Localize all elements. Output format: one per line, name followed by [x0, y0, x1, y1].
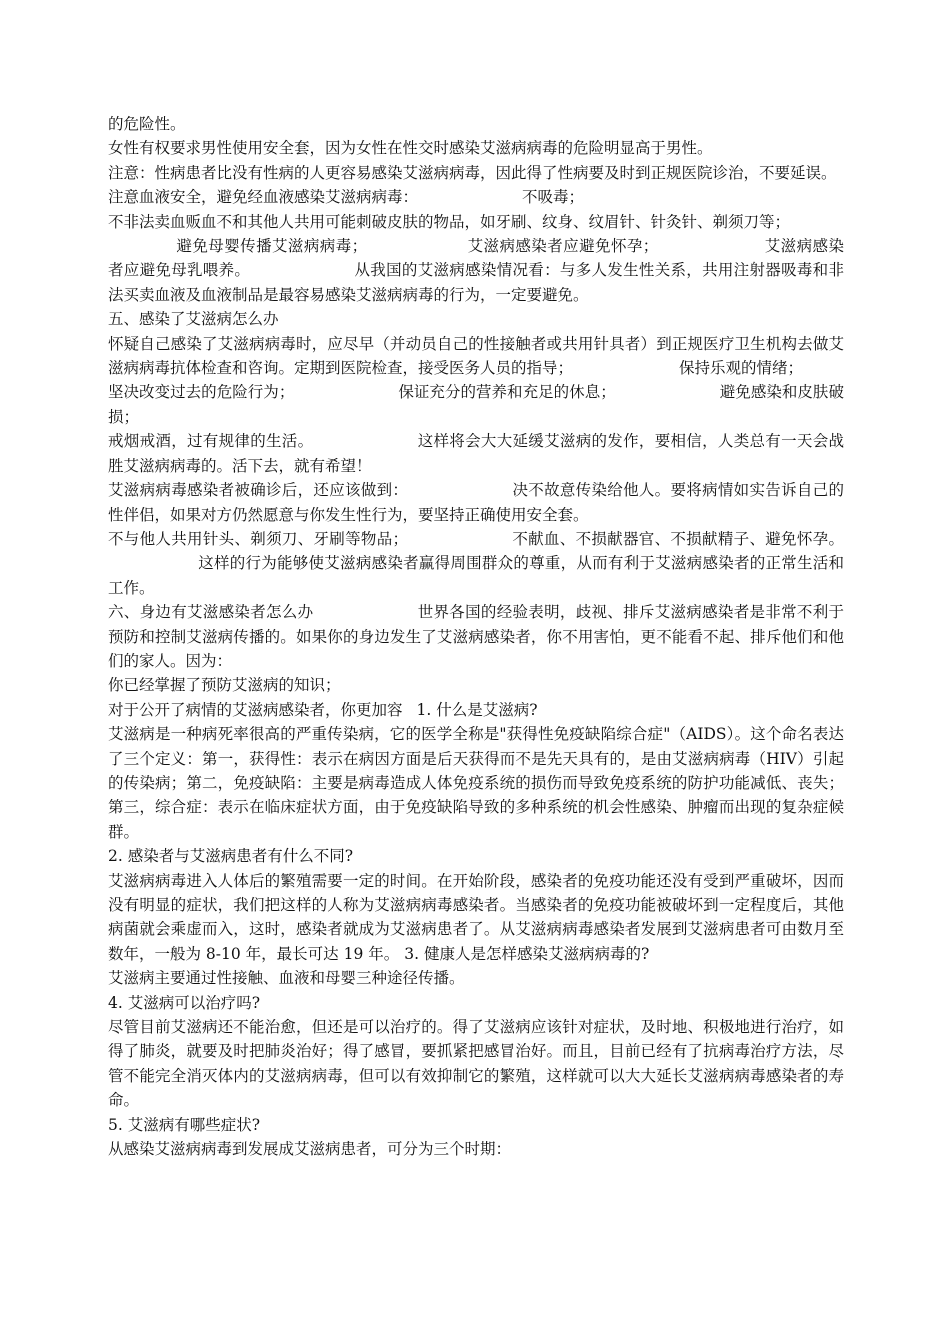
paragraph: 戒烟戒酒，过有规律的生活。 这样将会大大延缓艾滋病的发作，要相信，人类总有一天会战胜艾滋病病毒的。活下去，就有希望！ [108, 432, 844, 475]
section-heading: 五、感染了艾滋病怎么办 [108, 310, 279, 329]
paragraph: 的危险性。 [108, 115, 186, 133]
paragraph: 坚决改变过去的危险行为； 保证充分的营养和充足的休息； 避免感染和皮肤破损； [108, 383, 844, 426]
paragraph: 避免母婴传播艾滋病病毒； 艾滋病感染者应避免怀孕； 艾滋病感染者应避免母乳喂养。 从我国的艾滋病感染情况看：与多人发生性关系，共用注射器吸毒和非法买卖血液及血液制品是最容易感染艾滋病病毒的行为，一定要避免。 [108, 237, 844, 304]
paragraph: 尽管目前艾滋病还不能治愈，但还是可以治疗的。得了艾滋病应该针对症状，及时地、积极地进行治疗，如得了肺炎，就要及时把肺炎治好；得了感冒，要抓紧把感冒治好。而且，目前已经有了抗病毒治疗方法，尽管不能完全消灭体内的艾滋病病毒，但可以有效抑制它的繁殖，这样就可以大大延长艾滋病病毒感染者的寿命。 [108, 1018, 844, 1110]
paragraph: 不与他人共用针头、剃须刀、牙刷等物品； 不献血、不损献器官、不损献精子、避免怀孕。这样的行为能够使艾滋病感染者赢得周围群众的尊重，从而有利于艾滋病感染者的正常生活和工作。 [108, 529, 844, 597]
question-heading: 4. 艾滋病可以治疗吗? [108, 993, 261, 1012]
paragraph: 艾滋病是一种病死率很高的严重传染病，它的医学全称是"获得性免疫缺陷综合症"（AIDS）。这个命名表达了三个定义：第一，获得性：表示在病因方面是后天获得而不是先天具有的，是由艾滋病病毒（HIV）引起的传染病；第二，免疫缺陷：主要是病毒造成人体免疫系统的损伤而导致免疫系统的防护功能减低、丧失；第三，综合症：表示在临床症状方面，由于免疫缺陷导致的多种系统的机会性感染、肿瘤而出现的复杂症候群。 [108, 725, 844, 841]
paragraph: 女性有权要求男性使用安全套，因为女性在性交时感染艾滋病病毒的危险明显高于男性。 [108, 139, 713, 158]
paragraph: 从感染艾滋病病毒到发展成艾滋病患者，可分为三个时期： [108, 1140, 512, 1159]
paragraph: 艾滋病病毒感染者被确诊后，还应该做到： 决不故意传染给他人。要将病情如实告诉自己的性伴侣，如果对方仍然愿意与你发生性行为，要坚持正确使用安全套。 [108, 481, 844, 524]
question-heading: 5. 艾滋病有哪些症状? [108, 1115, 261, 1134]
paragraph: 注意：性病患者比没有性病的人更容易感染艾滋病病毒，因此得了性病要及时到正规医院诊治，不要延误。 [108, 163, 837, 182]
question-heading: 2. 感染者与艾滋病患者有什么不同? [108, 847, 354, 866]
section-heading: 六、身边有艾滋感染者怎么办 世界各国的经验表明，歧视、排斥艾滋病感染者是非常不利于预防和控制艾滋病传播的。如果你的身边发生了艾滋病感染者，你不用害怕，更不能看不起、排斥他们和他们的家人。因为： [108, 603, 844, 670]
paragraph: 你已经掌握了预防艾滋病的知识； [108, 676, 341, 695]
paragraph: 怀疑自己感染了艾滋病病毒时，应尽早（并动员自己的性接触者或共用针具者）到正规医疗卫生机构去做艾滋病病毒抗体检查和咨询。定期到医院检查，接受医务人员的指导； 保持乐观的情绪； [108, 334, 844, 378]
paragraph: 对于公开了病情的艾滋病感染者，你更加容 1. 什么是艾滋病? [108, 700, 538, 719]
document-page [108, 112, 844, 1161]
question-heading: 3. 健康人是怎样感染艾滋病病毒的? [404, 944, 650, 963]
paragraph: 不非法卖血贩血不和其他人共用可能刺破皮肤的物品，如牙刷、纹身、纹眉针、针灸针、剃须刀等； [108, 212, 791, 231]
paragraph: 注意血液安全，避免经血液感染艾滋病病毒： 不吸毒； [108, 188, 585, 207]
paragraph: 艾滋病病毒进入人体后的繁殖需要一定的时间。在开始阶段，感染者的免疫功能还没有受到严重破坏，因而没有明显的症状，我们把这样的人称为艾滋病病毒感染者。当感染者的免疫功能被破坏到一定程度后，其他病菌就会乘虚而入，这时，感染者就成为艾滋病患者了。从艾滋病病毒感染者发展到艾滋病患者可由数月至数年，一般为 8-10 年，最长可达 19 年。 3. 健康人是怎样感染艾滋病病毒的? [108, 871, 844, 963]
question-heading: 1. 什么是艾滋病? [416, 700, 538, 719]
paragraph: 艾滋病主要通过性接触、血液和母婴三种途径传播。 [108, 969, 465, 988]
